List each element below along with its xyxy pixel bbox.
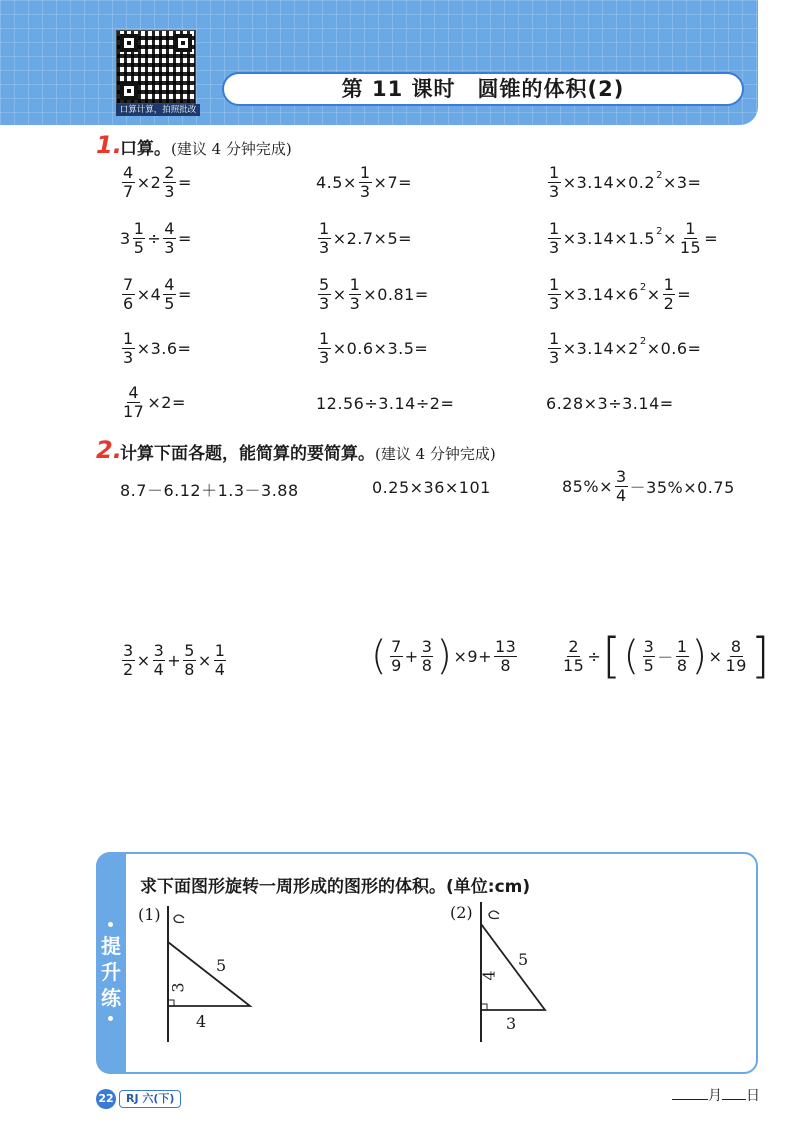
figure-2-vertical-leg: 4 [479, 970, 499, 981]
section-2-note: (建议 4 分钟完成) [375, 445, 496, 463]
tab-char: 提 [101, 934, 121, 958]
page-title [222, 72, 744, 106]
oral-problem: $\frac{1}{3}$ × 3.14 × 0.2 2 × 3 = [549, 163, 702, 201]
oral-problem: 4.5 × $\frac{1}{3}$ × 7 = [316, 163, 413, 201]
calc-problem: $\frac{2}{15}$ ÷ [ ( $\frac{3}{5}$ － $\frac{1}{8}$ ) × $\frac{8}{19}$ ] [563, 628, 771, 684]
section-2-title: 计算下面各题，能简算的要简算。(建议 4 分钟完成) [120, 444, 496, 464]
tab-dot [108, 922, 113, 927]
calc-problem: 85%× $\frac{3}{4}$ －35%×0.75 [562, 467, 735, 505]
calc-problem: $\frac{3}{2}$ × $\frac{3}{4}$ + $\frac{5}{8}$ × $\frac{1}{4}$ [123, 641, 226, 679]
practice-question: 求下面图形旋转一周形成的图形的体积。(单位:cm) [140, 877, 531, 897]
oral-problem: 3 $\frac{1}{5}$ ÷ $\frac{4}{3}$ = [120, 219, 192, 257]
figure-1-horizontal-leg: 4 [196, 1012, 207, 1031]
tab-char: 升 [101, 960, 121, 984]
figure-1-hypotenuse: 5 [216, 956, 227, 975]
section-1-number: 1. [96, 131, 122, 159]
oral-problem: $\frac{1}{3}$ × 3.6 = [123, 329, 192, 367]
oral-problem: 12.56 ÷ 3.14 ÷ 2 = [316, 394, 455, 413]
figure-2-hypotenuse: 5 [518, 950, 529, 969]
tab-char: 练 [101, 986, 121, 1010]
qr-caption: 口算计算，拍照批改 [116, 104, 200, 116]
date-field[interactable] [672, 1085, 760, 1105]
oral-problem: 6.28 × 3 ÷ 3.14 = [546, 394, 674, 413]
triangle-shape [481, 924, 545, 1010]
section-2-number: 2. [96, 436, 122, 464]
page-number: 22 [96, 1089, 116, 1109]
rotation-arrow-icon [174, 915, 184, 923]
oral-problem: $\frac{4}{7}$ × 2 $\frac{2}{3}$ = [123, 163, 192, 201]
figure-1-label: (1) [138, 905, 161, 924]
oral-problem: $\frac{1}{3}$ × 3.14 × 2 2 × 0.6 = [549, 329, 702, 367]
oral-problem: $\frac{1}{3}$ × 3.14 × 1.5 2 × $\frac{1}{15}$ = [549, 219, 719, 257]
month-label: 月 [708, 1088, 722, 1104]
figure-1-vertical-leg: 3 [168, 982, 188, 993]
section-1-note: (建议 4 分钟完成) [171, 140, 292, 158]
oral-problem: $\frac{1}{3}$ × 0.6 × 3.5 = [319, 329, 429, 367]
section-1-title: 口算。(建议 4 分钟完成) [120, 139, 292, 159]
oral-problem: $\frac{5}{3}$ × $\frac{1}{3}$ × 0.81 = [319, 275, 429, 313]
lesson-topic: 圆锥的体积(2) [477, 77, 625, 101]
triangle-shape [168, 942, 250, 1006]
qr-code-icon[interactable] [116, 30, 196, 104]
day-label: 日 [746, 1088, 760, 1104]
grade-label: RJ 六(下) [119, 1090, 181, 1108]
oral-problem: $\frac{4}{17}$ × 2 = [123, 383, 186, 421]
rotation-arrow-icon [489, 911, 499, 919]
oral-problem: $\frac{1}{3}$ × 3.14 × 6 2 × $\frac{1}{2}$ = [549, 275, 692, 313]
calc-problem: 0.25×36×101 [372, 478, 491, 497]
lesson-number: 第 11 课时 [341, 77, 456, 101]
calc-problem: ( $\frac{7}{9}$ + $\frac{3}{8}$ ) × 9 + $\frac{13}{8}$ [371, 633, 517, 679]
oral-problem: $\frac{7}{6}$ × 4 $\frac{4}{5}$ = [123, 275, 192, 313]
oral-problem: $\frac{1}{3}$ × 2.7 × 5 = [319, 219, 413, 257]
figure-2-label: (2) [450, 903, 473, 922]
figure-2-horizontal-leg: 3 [506, 1014, 517, 1033]
tab-dot [108, 1016, 113, 1021]
header-band [0, 0, 758, 125]
figure-1-diagram [150, 900, 280, 1045]
calc-problem: 8.7－6.12＋1.3－3.88 [120, 481, 299, 500]
